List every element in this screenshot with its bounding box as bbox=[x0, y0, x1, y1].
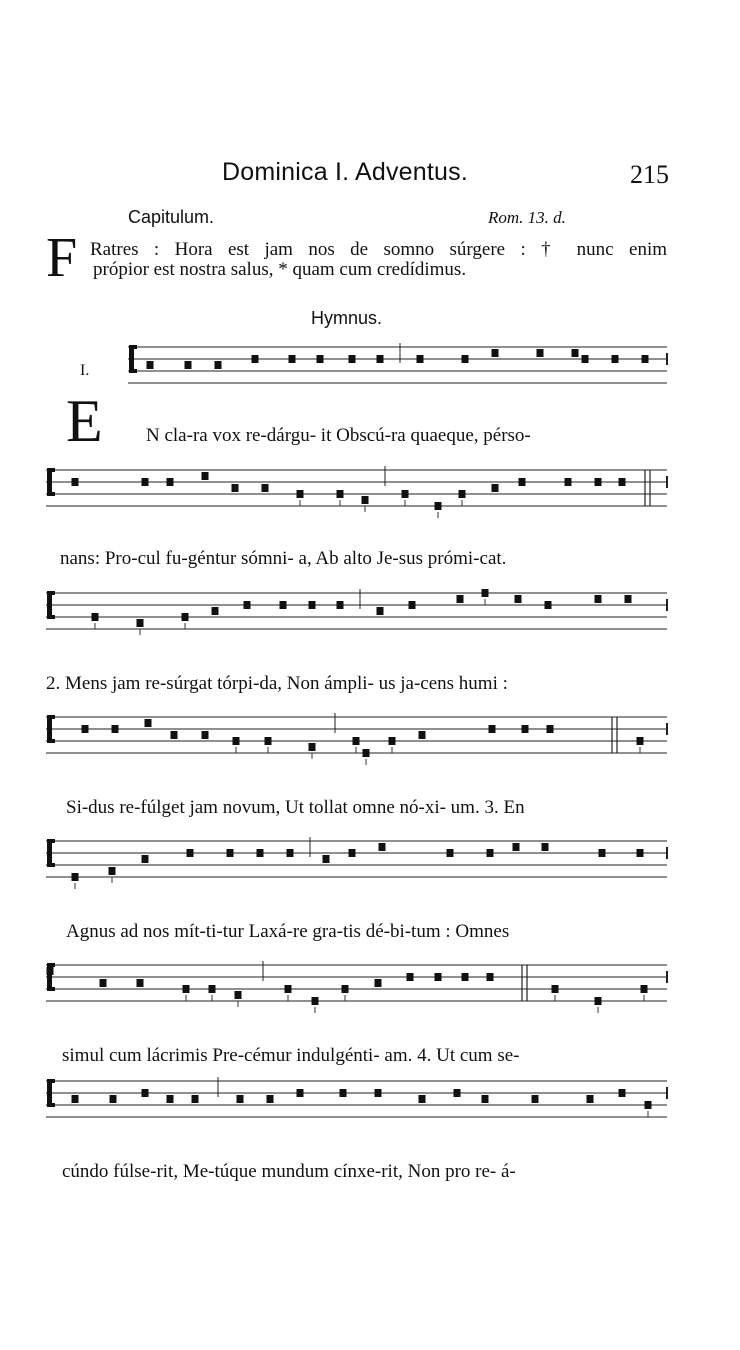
staff-1-neume bbox=[252, 355, 259, 363]
staff-3-neume bbox=[280, 601, 287, 609]
staff-6-neume bbox=[552, 985, 559, 993]
lyric-line-5: Agnus ad nos mít-ti-tur Laxá-re gra-tis dé-bi-tum : Omnes bbox=[66, 921, 510, 942]
staff-1-neume bbox=[289, 355, 296, 363]
staff-6-neume bbox=[595, 997, 602, 1005]
staff-6-neume bbox=[487, 973, 494, 981]
staff-4-neume bbox=[353, 737, 360, 745]
staff-1-neume bbox=[612, 355, 619, 363]
staff-6-neume bbox=[137, 979, 144, 987]
staff-7-neume bbox=[482, 1095, 489, 1103]
staff-6-neume bbox=[641, 985, 648, 993]
staff-4-neume bbox=[145, 719, 152, 727]
staff-1-neume bbox=[349, 355, 356, 363]
staff-7-neume bbox=[619, 1089, 626, 1097]
staff-7-neume bbox=[72, 1095, 79, 1103]
staff-7-neume bbox=[142, 1089, 149, 1097]
staff-6-neume bbox=[312, 997, 319, 1005]
staff-1-clef-bottom bbox=[133, 369, 137, 373]
lyric-line-2: nans: Pro-cul fu-géntur sómni- a, Ab alto Je-sus prómi-cat. bbox=[60, 548, 507, 569]
staff-2-neume bbox=[459, 490, 466, 498]
hymnus-title: Hymnus. bbox=[311, 308, 383, 328]
staff-4-neume bbox=[233, 737, 240, 745]
staff-1-neume bbox=[582, 355, 589, 363]
staff-7-neume bbox=[375, 1089, 382, 1097]
staff-6-neume bbox=[462, 973, 469, 981]
staff-5-neume bbox=[287, 849, 294, 857]
staff-6-clef-bottom bbox=[51, 987, 55, 991]
staff-5-neume bbox=[637, 849, 644, 857]
lyric-line-7: cúndo fúlse-rit, Me-túque mundum cínxe-rit, Non pro re- á- bbox=[62, 1161, 516, 1182]
staff-7-neume bbox=[419, 1095, 426, 1103]
staff-1-neume bbox=[462, 355, 469, 363]
staff-4-neume bbox=[171, 731, 178, 739]
staff-7-neume bbox=[167, 1095, 174, 1103]
staff-7-neume bbox=[532, 1095, 539, 1103]
staff-3-neume bbox=[595, 595, 602, 603]
staff-3-neume bbox=[244, 601, 251, 609]
staff-1-neume bbox=[537, 349, 544, 357]
staff-2-neume bbox=[402, 490, 409, 498]
staff-3-clef-bottom bbox=[51, 615, 55, 619]
staff-5-neume bbox=[142, 855, 149, 863]
staff-2-neume bbox=[565, 478, 572, 486]
lyric-line-6: simul cum lácrimis Pre-cémur indulgénti- am. 4. Ut cum se- bbox=[62, 1045, 520, 1066]
staff-3-neume bbox=[545, 601, 552, 609]
staff-4-neume bbox=[522, 725, 529, 733]
staff-7-clef bbox=[47, 1079, 52, 1107]
staff-3-neume bbox=[515, 595, 522, 603]
staff-1-clef-top bbox=[133, 345, 137, 349]
staff-2-neume bbox=[362, 496, 369, 504]
staff-2-neume bbox=[595, 478, 602, 486]
staff-4-neume bbox=[419, 731, 426, 739]
staff-6-neume bbox=[209, 985, 216, 993]
staff-1-clef bbox=[129, 345, 134, 373]
capitulum-line-1: Ratres : Hora est jam nos de somno súrgere : † nunc enim bbox=[90, 239, 667, 260]
lyric-line-1: N cla-ra vox re-dárgu- it Obscú-ra quaeque, pérso- bbox=[146, 425, 531, 446]
staff-2-neume bbox=[142, 478, 149, 486]
staff-1-neume bbox=[317, 355, 324, 363]
staff-2-neume bbox=[435, 502, 442, 510]
staff-2-neume bbox=[202, 472, 209, 480]
staff-6-neume bbox=[342, 985, 349, 993]
staff-4-neume bbox=[363, 749, 370, 757]
staff-3-neume bbox=[309, 601, 316, 609]
staff-2-clef-bottom bbox=[51, 492, 55, 496]
staff-3-neume bbox=[625, 595, 632, 603]
staff-2-neume bbox=[167, 478, 174, 486]
staff-3-neume bbox=[337, 601, 344, 609]
staff-4-neume bbox=[389, 737, 396, 745]
staff-4-clef-top bbox=[51, 715, 55, 719]
staff-2-neume bbox=[262, 484, 269, 492]
staff-3-clef bbox=[47, 591, 52, 619]
staff-7-neume bbox=[237, 1095, 244, 1103]
verse-number: I. bbox=[80, 362, 90, 379]
staff-7-neume bbox=[110, 1095, 117, 1103]
staff-2-clef-top bbox=[51, 468, 55, 472]
staff-7-neume bbox=[267, 1095, 274, 1103]
staff-7-neume bbox=[192, 1095, 199, 1103]
staff-3-neume bbox=[482, 589, 489, 597]
staff-1-neume bbox=[417, 355, 424, 363]
staff-5-neume bbox=[349, 849, 356, 857]
staff-2-neume bbox=[232, 484, 239, 492]
staff-1-neume bbox=[572, 349, 579, 357]
staff-2-neume bbox=[72, 478, 79, 486]
staff-5-neume bbox=[447, 849, 454, 857]
staff-6-neume bbox=[47, 967, 54, 975]
staff-5-neume bbox=[187, 849, 194, 857]
staff-7-neume bbox=[297, 1089, 304, 1097]
staff-5-clef-top bbox=[51, 839, 55, 843]
lyric-line-4: Si-dus re-fúlget jam novum, Ut tollat omne nó-xi- um. 3. En bbox=[66, 797, 525, 818]
page-header-title: Dominica I. Adventus. bbox=[222, 158, 468, 186]
staff-5-neume bbox=[257, 849, 264, 857]
lyric-line-3: 2. Mens jam re-súrgat tórpi-da, Non ámpli- us ja-cens humi : bbox=[46, 673, 508, 694]
staff-6-neume bbox=[375, 979, 382, 987]
staff-4-neume bbox=[489, 725, 496, 733]
staff-5-neume bbox=[513, 843, 520, 851]
staff-4-neume bbox=[265, 737, 272, 745]
capitulum-initial: F bbox=[46, 227, 78, 289]
staff-5-neume bbox=[542, 843, 549, 851]
staff-5-clef bbox=[47, 839, 52, 867]
staff-4-clef bbox=[47, 715, 52, 743]
staff-3-neume bbox=[212, 607, 219, 615]
staff-2-neume bbox=[619, 478, 626, 486]
staff-7-neume bbox=[645, 1101, 652, 1109]
staff-5-neume bbox=[72, 873, 79, 881]
staff-5-neume bbox=[109, 867, 116, 875]
staff-2-neume bbox=[337, 490, 344, 498]
staff-6-neume bbox=[183, 985, 190, 993]
staff-4-neume bbox=[637, 737, 644, 745]
staff-3-neume bbox=[137, 619, 144, 627]
staff-5-neume bbox=[227, 849, 234, 857]
staff-6-neume bbox=[407, 973, 414, 981]
staff-6-neume bbox=[435, 973, 442, 981]
staff-6-neume bbox=[100, 979, 107, 987]
staff-1-neume bbox=[377, 355, 384, 363]
staff-5-neume bbox=[323, 855, 330, 863]
capitulum-title: Capitulum. bbox=[128, 207, 215, 227]
staff-5-clef-bottom bbox=[51, 863, 55, 867]
staff-7-neume bbox=[340, 1089, 347, 1097]
staff-4-neume bbox=[82, 725, 89, 733]
staff-4-clef-bottom bbox=[51, 739, 55, 743]
staff-2-neume bbox=[297, 490, 304, 498]
staff-3-neume bbox=[377, 607, 384, 615]
staff-2-neume bbox=[492, 484, 499, 492]
staff-5-neume bbox=[487, 849, 494, 857]
staff-6-neume bbox=[285, 985, 292, 993]
staff-3-neume bbox=[182, 613, 189, 621]
staff-5-neume bbox=[599, 849, 606, 857]
staff-2-clef bbox=[47, 468, 52, 496]
staff-7-clef-bottom bbox=[51, 1103, 55, 1107]
staff-4-neume bbox=[547, 725, 554, 733]
staff-7-neume bbox=[454, 1089, 461, 1097]
staff-3-neume bbox=[409, 601, 416, 609]
staff-6-neume bbox=[235, 991, 242, 999]
staff-4-neume bbox=[112, 725, 119, 733]
capitulum-reference: Rom. 13. d. bbox=[488, 208, 566, 227]
staff-1-neume bbox=[147, 361, 154, 369]
staff-1-neume bbox=[642, 355, 649, 363]
staff-7-clef-top bbox=[51, 1079, 55, 1083]
hymnus-initial: E bbox=[66, 388, 103, 454]
staff-2-neume bbox=[519, 478, 526, 486]
staff-1-neume bbox=[492, 349, 499, 357]
staff-1-neume bbox=[185, 361, 192, 369]
staff-3-neume bbox=[92, 613, 99, 621]
staff-3-neume bbox=[457, 595, 464, 603]
staff-1-neume bbox=[215, 361, 222, 369]
staff-5-neume bbox=[379, 843, 386, 851]
staff-4-neume bbox=[202, 731, 209, 739]
staff-3-clef-top bbox=[51, 591, 55, 595]
staff-7-neume bbox=[587, 1095, 594, 1103]
capitulum-line-2: própior est nostra salus, * quam cum credídimus. bbox=[93, 259, 467, 280]
page-number: 215 bbox=[630, 160, 669, 189]
staff-6-clef-top bbox=[51, 963, 55, 967]
staff-4-neume bbox=[309, 743, 316, 751]
